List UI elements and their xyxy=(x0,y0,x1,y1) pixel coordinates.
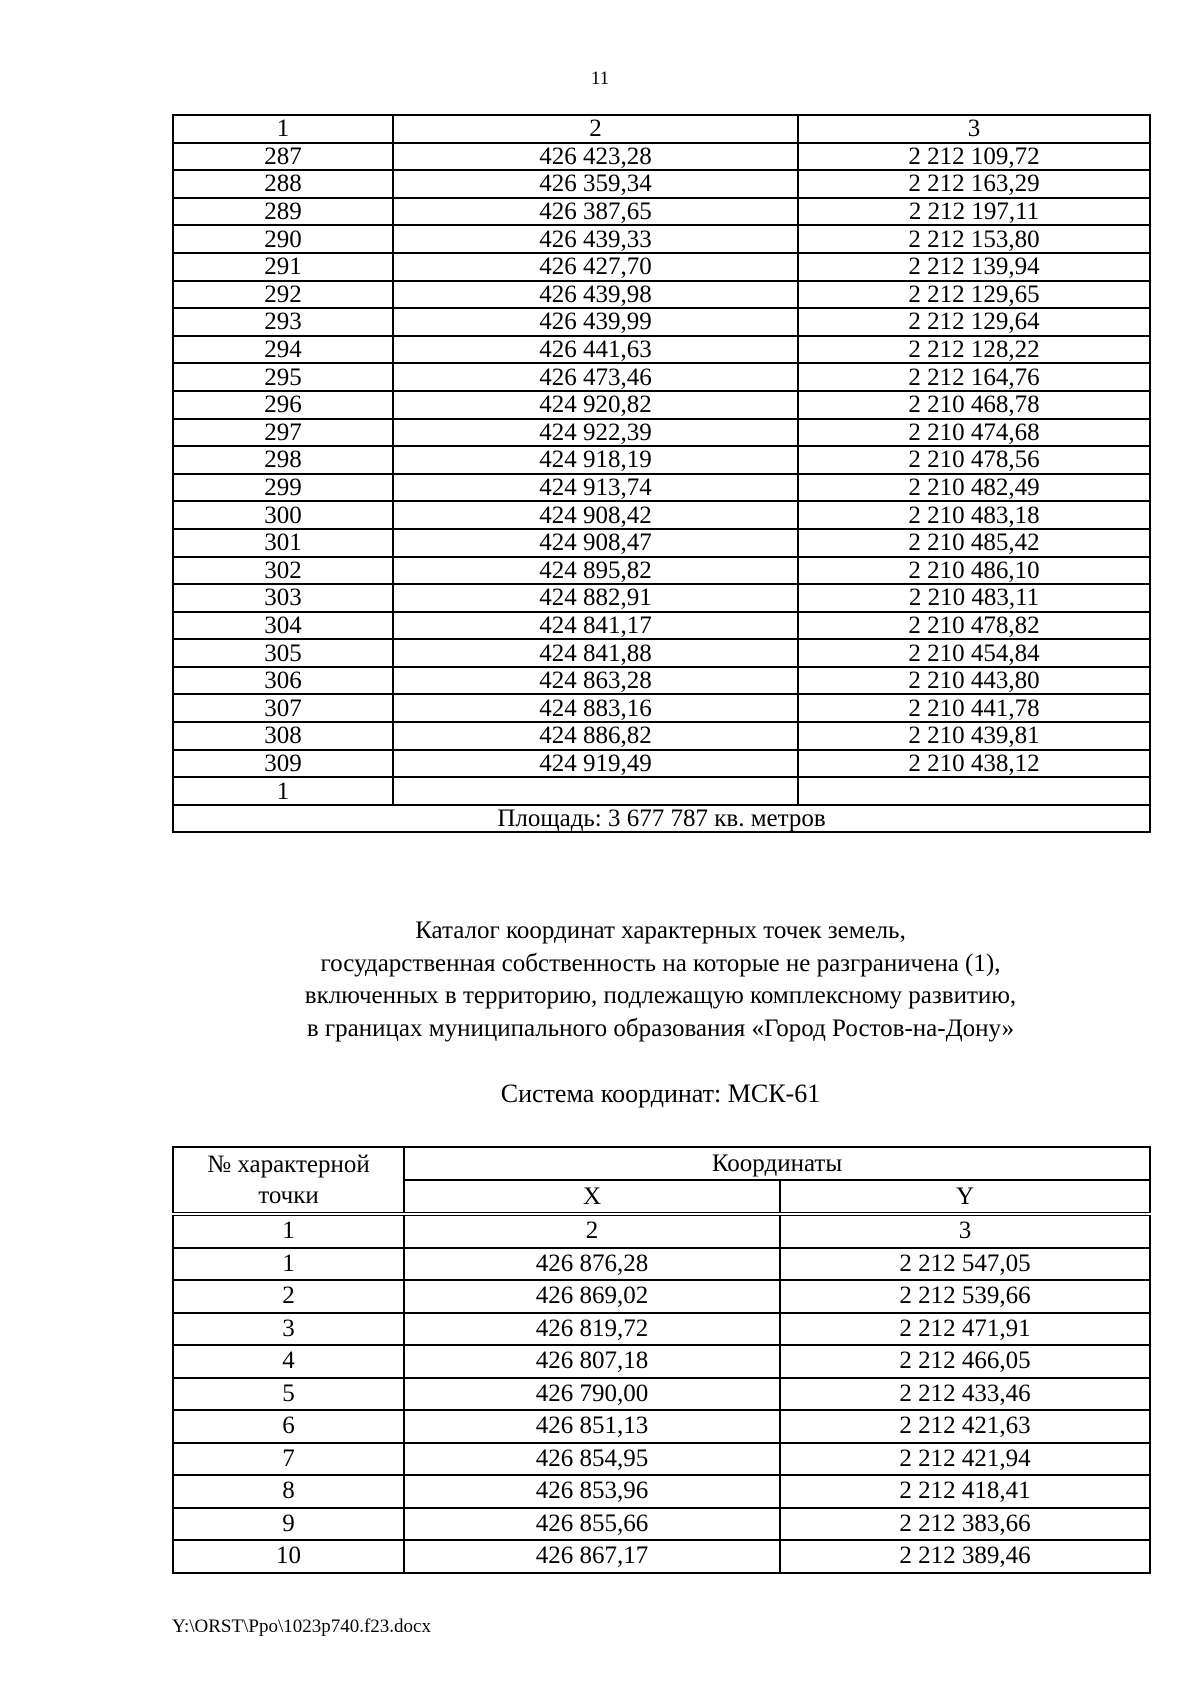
point-number-cell: 4 xyxy=(173,1345,404,1378)
x-coordinate-cell: 426 427,70 xyxy=(393,253,798,281)
column-number-cell: 3 xyxy=(780,1214,1150,1248)
x-coordinate-cell: 426 439,33 xyxy=(393,225,798,253)
catalog-title-line: включенных в территорию, подлежащую комплексному развитию, xyxy=(304,982,1017,1009)
table-row xyxy=(173,225,1150,253)
y-coordinate-cell xyxy=(798,777,1150,805)
y-coordinate-cell: 2 212 383,66 xyxy=(780,1508,1150,1541)
area-row xyxy=(173,805,1150,833)
table-row xyxy=(173,170,1150,198)
x-coordinate-cell: 424 920,82 xyxy=(393,391,798,419)
x-coordinate-cell: 424 841,88 xyxy=(393,639,798,667)
column-number-cell: 2 xyxy=(393,115,798,143)
point-number-cell: 300 xyxy=(173,501,393,529)
y-coordinate-cell: 2 212 128,22 xyxy=(798,336,1150,364)
y-coordinate-cell: 2 210 478,82 xyxy=(798,612,1150,640)
x-coordinate-cell: 426 819,72 xyxy=(404,1313,780,1346)
y-coordinate-cell: 2 210 478,56 xyxy=(798,446,1150,474)
y-coordinate-cell: 2 212 139,94 xyxy=(798,253,1150,281)
point-number-cell: 296 xyxy=(173,391,393,419)
point-number-cell: 305 xyxy=(173,639,393,667)
table-row xyxy=(173,474,1150,502)
y-coordinate-cell: 2 212 164,76 xyxy=(798,363,1150,391)
x-coordinate-cell: 426 855,66 xyxy=(404,1508,780,1541)
column-number-cell: 2 xyxy=(404,1214,780,1248)
x-coordinate-cell: 424 895,82 xyxy=(393,557,798,585)
x-coordinate-cell: 424 913,74 xyxy=(393,474,798,502)
y-coordinate-cell: 2 212 389,46 xyxy=(780,1540,1150,1573)
x-coordinate-cell: 426 423,28 xyxy=(393,143,798,171)
y-coordinate-cell: 2 210 483,11 xyxy=(798,584,1150,612)
y-coordinate-cell: 2 212 539,66 xyxy=(780,1280,1150,1313)
x-coordinate-cell: 426 854,95 xyxy=(404,1443,780,1476)
y-coordinate-cell: 2 212 471,91 xyxy=(780,1313,1150,1346)
point-number-cell: 308 xyxy=(173,722,393,750)
x-coordinate-cell: 426 359,34 xyxy=(393,170,798,198)
column-number-cell: 1 xyxy=(173,115,393,143)
point-number-cell: 7 xyxy=(173,1443,404,1476)
point-number-cell: 288 xyxy=(173,170,393,198)
point-number-cell: 8 xyxy=(173,1475,404,1508)
table-row xyxy=(173,750,1150,778)
point-number-header-text: № характерной точки xyxy=(207,1151,370,1209)
y-header: Y xyxy=(780,1180,1150,1214)
point-number-header xyxy=(173,1147,404,1214)
table-2-numbering-row xyxy=(173,1214,1150,1248)
y-coordinate-cell: 2 212 466,05 xyxy=(780,1345,1150,1378)
y-coordinate-cell: 2 212 421,94 xyxy=(780,1443,1150,1476)
catalog-coordinates-table xyxy=(172,1146,1151,1574)
table-row xyxy=(173,1443,1150,1476)
table-row xyxy=(173,1540,1150,1573)
point-number-cell: 298 xyxy=(173,446,393,474)
table-row xyxy=(173,1345,1150,1378)
table-row xyxy=(173,694,1150,722)
table-2-header-row xyxy=(173,1147,1150,1180)
table-row xyxy=(173,557,1150,585)
x-coordinate-cell: 424 919,49 xyxy=(393,750,798,778)
footer-file-path: Y:\ORST\Ppo\1023p740.f23.docx xyxy=(172,1616,431,1637)
x-coordinate-cell: 426 867,17 xyxy=(404,1540,780,1573)
point-number-cell: 9 xyxy=(173,1508,404,1541)
point-number-cell: 289 xyxy=(173,198,393,226)
table-row xyxy=(173,1378,1150,1411)
x-coordinate-cell: 426 473,46 xyxy=(393,363,798,391)
point-number-cell: 291 xyxy=(173,253,393,281)
table-row xyxy=(173,639,1150,667)
y-coordinate-cell: 2 212 163,29 xyxy=(798,170,1150,198)
point-number-cell: 297 xyxy=(173,419,393,447)
point-number-cell: 295 xyxy=(173,363,393,391)
x-coordinate-cell: 426 869,02 xyxy=(404,1280,780,1313)
table-row xyxy=(173,584,1150,612)
table-row xyxy=(173,391,1150,419)
point-number-cell: 293 xyxy=(173,308,393,336)
x-coordinate-cell: 424 886,82 xyxy=(393,722,798,750)
x-coordinate-cell: 426 790,00 xyxy=(404,1378,780,1411)
y-coordinate-cell: 2 210 454,84 xyxy=(798,639,1150,667)
column-number-cell: 3 xyxy=(798,115,1150,143)
table-row xyxy=(173,777,1150,805)
y-coordinate-cell: 2 210 483,18 xyxy=(798,501,1150,529)
point-number-cell: 1 xyxy=(173,777,393,805)
table-row xyxy=(173,1313,1150,1346)
y-coordinate-cell: 2 210 474,68 xyxy=(798,419,1150,447)
point-number-cell: 2 xyxy=(173,1280,404,1313)
point-number-cell: 3 xyxy=(173,1313,404,1346)
point-number-cell: 299 xyxy=(173,474,393,502)
coordinates-table-continued xyxy=(172,114,1151,833)
table-row xyxy=(173,308,1150,336)
table-row xyxy=(173,281,1150,309)
x-coordinate-cell: 424 882,91 xyxy=(393,584,798,612)
table-row xyxy=(173,253,1150,281)
table-row xyxy=(173,612,1150,640)
y-coordinate-cell: 2 212 433,46 xyxy=(780,1378,1150,1411)
catalog-title-line: государственная собственность на которые не разграничена (1), xyxy=(320,949,1001,977)
x-coordinate-cell: 426 853,96 xyxy=(404,1475,780,1508)
x-coordinate-cell: 424 908,47 xyxy=(393,529,798,557)
page-number: 11 xyxy=(590,68,610,89)
x-coordinate-cell: 426 851,13 xyxy=(404,1410,780,1443)
x-coordinate-cell: 424 841,17 xyxy=(393,612,798,640)
x-coordinate-cell: 424 918,19 xyxy=(393,446,798,474)
y-coordinate-cell: 2 212 153,80 xyxy=(798,225,1150,253)
x-coordinate-cell xyxy=(393,777,798,805)
x-coordinate-cell: 426 439,99 xyxy=(393,308,798,336)
x-coordinate-cell: 426 876,28 xyxy=(404,1248,780,1281)
y-coordinate-cell: 2 210 486,10 xyxy=(798,557,1150,585)
coordinates-header: Координаты xyxy=(404,1147,1150,1180)
table-row xyxy=(173,501,1150,529)
point-number-cell: 5 xyxy=(173,1378,404,1411)
table-1-body xyxy=(173,115,1150,805)
table-row xyxy=(173,1508,1150,1541)
x-coordinate-cell: 424 863,28 xyxy=(393,667,798,695)
catalog-title xyxy=(172,915,1149,1045)
y-coordinate-cell: 2 212 109,72 xyxy=(798,143,1150,171)
catalog-title-line: в границах муниципального образования «Город Ростов-на-Дону» xyxy=(306,1014,1015,1042)
x-coordinate-cell: 426 807,18 xyxy=(404,1345,780,1378)
x-coordinate-cell: 426 439,98 xyxy=(393,281,798,309)
table-row xyxy=(173,1280,1150,1313)
table-row xyxy=(173,1248,1150,1281)
point-number-cell: 304 xyxy=(173,612,393,640)
point-number-cell: 301 xyxy=(173,529,393,557)
column-number-cell: 1 xyxy=(173,1214,404,1248)
point-number-cell: 287 xyxy=(173,143,393,171)
table-row xyxy=(173,529,1150,557)
coordinate-system: Система координат: МСК-61 xyxy=(500,1079,821,1108)
point-number-cell: 10 xyxy=(173,1540,404,1573)
table-row xyxy=(173,446,1150,474)
y-coordinate-cell: 2 212 129,64 xyxy=(798,308,1150,336)
y-coordinate-cell: 2 210 443,80 xyxy=(798,667,1150,695)
table-1-header-row xyxy=(173,115,1150,143)
table-row xyxy=(173,198,1150,226)
point-number-cell: 303 xyxy=(173,584,393,612)
table-2-body xyxy=(173,1214,1150,1573)
table-row xyxy=(173,1475,1150,1508)
point-number-cell: 309 xyxy=(173,750,393,778)
y-coordinate-cell: 2 212 418,41 xyxy=(780,1475,1150,1508)
point-number-cell: 306 xyxy=(173,667,393,695)
y-coordinate-cell: 2 212 129,65 xyxy=(798,281,1150,309)
x-coordinate-cell: 426 387,65 xyxy=(393,198,798,226)
point-number-cell: 6 xyxy=(173,1410,404,1443)
y-coordinate-cell: 2 210 439,81 xyxy=(798,722,1150,750)
x-coordinate-cell: 426 441,63 xyxy=(393,336,798,364)
point-number-cell: 302 xyxy=(173,557,393,585)
table-row xyxy=(173,143,1150,171)
table-row xyxy=(173,336,1150,364)
point-number-cell: 290 xyxy=(173,225,393,253)
x-coordinate-cell: 424 922,39 xyxy=(393,419,798,447)
table-row xyxy=(173,1410,1150,1443)
x-coordinate-cell: 424 883,16 xyxy=(393,694,798,722)
y-coordinate-cell: 2 212 547,05 xyxy=(780,1248,1150,1281)
y-coordinate-cell: 2 210 482,49 xyxy=(798,474,1150,502)
table-row xyxy=(173,419,1150,447)
area-total: Площадь: 3 677 787 кв. метров xyxy=(173,805,1150,833)
point-number-cell: 1 xyxy=(173,1248,404,1281)
table-row xyxy=(173,363,1150,391)
y-coordinate-cell: 2 212 197,11 xyxy=(798,198,1150,226)
y-coordinate-cell: 2 210 441,78 xyxy=(798,694,1150,722)
table-row xyxy=(173,722,1150,750)
point-number-cell: 307 xyxy=(173,694,393,722)
y-coordinate-cell: 2 210 485,42 xyxy=(798,529,1150,557)
point-number-cell: 294 xyxy=(173,336,393,364)
table-row xyxy=(173,667,1150,695)
y-coordinate-cell: 2 210 438,12 xyxy=(798,750,1150,778)
x-coordinate-cell: 424 908,42 xyxy=(393,501,798,529)
y-coordinate-cell: 2 212 421,63 xyxy=(780,1410,1150,1443)
y-coordinate-cell: 2 210 468,78 xyxy=(798,391,1150,419)
point-number-cell: 292 xyxy=(173,281,393,309)
x-header: X xyxy=(404,1180,780,1214)
catalog-title-line: Каталог координат характерных точек земель, xyxy=(415,917,906,944)
